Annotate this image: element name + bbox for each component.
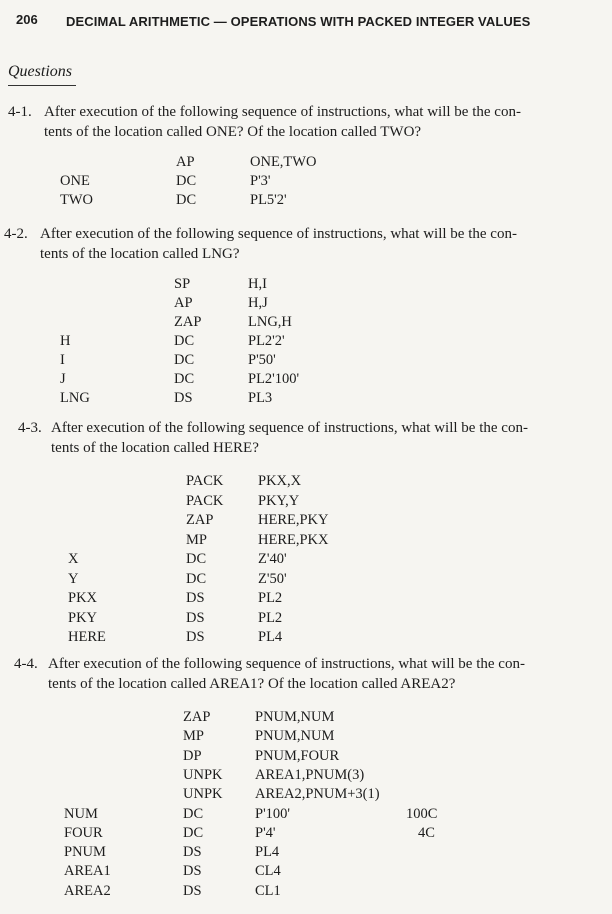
code-label: X (68, 551, 79, 567)
code-opcode: ZAP (174, 314, 202, 330)
code-operand: H,J (248, 295, 268, 311)
code-operand: PL4 (255, 844, 280, 861)
code-operand: PL2'2' (248, 333, 285, 349)
margin-note: 4C (418, 824, 435, 841)
code-opcode: MP (186, 531, 207, 548)
code-opcode: DS (183, 882, 202, 899)
margin-note: 100C (406, 805, 438, 822)
code-opcode: ZAP (186, 512, 214, 528)
code-opcode: SP (174, 276, 191, 292)
code-opcode: AP (176, 154, 195, 170)
code-operand: H,I (248, 276, 267, 292)
code-operand: PL4 (258, 629, 283, 645)
code-label: H (60, 333, 71, 349)
question-number: 4-1. (8, 104, 32, 120)
code-label: PNUM (64, 844, 106, 861)
page-number: 206 (16, 12, 38, 27)
code-label: Y (68, 570, 79, 587)
code-operand: P'100' (255, 805, 291, 822)
code-opcode: DS (186, 629, 205, 645)
code-operand: Z'50' (258, 570, 287, 587)
code-operand: ONE,TWO (250, 154, 317, 170)
code-opcode: DC (176, 192, 197, 208)
code-operand: LNG,H (248, 314, 292, 330)
code-operand: PL2 (258, 609, 283, 626)
code-opcode: DS (186, 590, 205, 606)
code-label: AREA2 (64, 882, 111, 899)
code-opcode: DC (174, 352, 195, 368)
question-number: 4-4. (14, 656, 38, 672)
code-label: HERE (68, 629, 106, 645)
code-opcode: PACK (186, 492, 224, 509)
code-opcode: DS (174, 390, 193, 406)
code-operand: PL3 (248, 390, 273, 406)
code-opcode: DC (176, 173, 197, 189)
code-opcode: DC (174, 333, 195, 349)
code-opcode: UNPK (183, 786, 223, 803)
code-label: ONE (60, 173, 90, 189)
code-label: FOUR (64, 824, 103, 841)
code-operand: Z'40' (258, 551, 287, 567)
question-number: 4-3. (18, 420, 42, 436)
code-opcode: DC (186, 551, 207, 567)
code-opcode: AP (174, 295, 193, 311)
code-operand: P'3' (250, 173, 271, 189)
running-head: DECIMAL ARITHMETIC — OPERATIONS WITH PACKED INTEGER VALUES (66, 14, 531, 29)
section-title: Questions (8, 63, 72, 80)
code-operand: P'50' (248, 352, 276, 368)
question-text-line: tents of the location called HERE? (51, 440, 259, 456)
code-operand: PKY,Y (258, 492, 300, 509)
code-opcode: ZAP (183, 709, 211, 725)
code-operand: PL5'2' (250, 192, 287, 208)
code-operand: PL2 (258, 590, 283, 606)
code-label: PKY (68, 609, 98, 626)
code-operand: CL4 (255, 863, 281, 880)
question-text-line: tents of the location called LNG? (40, 246, 240, 262)
code-opcode: DC (186, 570, 207, 587)
code-operand: HERE,PKX (258, 531, 329, 548)
question-text-line: After execution of the following sequence of instructions, what will be the con- (40, 226, 517, 242)
code-label: LNG (60, 390, 90, 406)
code-opcode: DC (183, 824, 204, 841)
code-opcode: DS (183, 863, 202, 880)
page-header (6, 10, 606, 32)
code-opcode: DS (186, 609, 205, 626)
code-operand: PL2'100' (248, 371, 300, 387)
question-text-line: tents of the location called ONE? Of the location called TWO? (44, 124, 422, 140)
code-label: I (60, 352, 65, 368)
code-operand: CL1 (255, 882, 281, 899)
code-operand: HERE,PKY (258, 512, 329, 528)
code-label: AREA1 (64, 863, 111, 880)
question-text-line: After execution of the following sequence of instructions, what will be the con- (51, 420, 528, 436)
code-opcode: UNPK (183, 766, 223, 783)
code-opcode: MP (183, 728, 204, 745)
code-operand: PNUM,FOUR (255, 747, 340, 764)
code-operand: P'4' (255, 824, 276, 841)
code-label: NUM (64, 805, 98, 822)
question-number: 4-2. (4, 226, 28, 242)
code-operand: PKX,X (258, 473, 302, 489)
question-text-line: After execution of the following sequence of instructions, what will be the con- (48, 656, 525, 672)
code-operand: PNUM,NUM (255, 709, 335, 725)
code-opcode: DC (174, 371, 195, 387)
question-text-line: After execution of the following sequence of instructions, what will be the con- (44, 104, 521, 120)
code-operand: AREA2,PNUM+3(1) (255, 786, 380, 803)
code-label: TWO (60, 192, 94, 208)
code-opcode: DC (183, 805, 204, 822)
code-label: J (60, 371, 66, 387)
section-title-underline (8, 85, 76, 86)
question-text-line: tents of the location called AREA1? Of the location called AREA2? (48, 676, 456, 692)
code-opcode: DS (183, 844, 202, 861)
code-operand: PNUM,NUM (255, 728, 335, 745)
code-opcode: DP (183, 747, 202, 764)
code-opcode: PACK (186, 473, 224, 489)
code-operand: AREA1,PNUM(3) (255, 766, 365, 783)
code-label: PKX (68, 590, 98, 606)
